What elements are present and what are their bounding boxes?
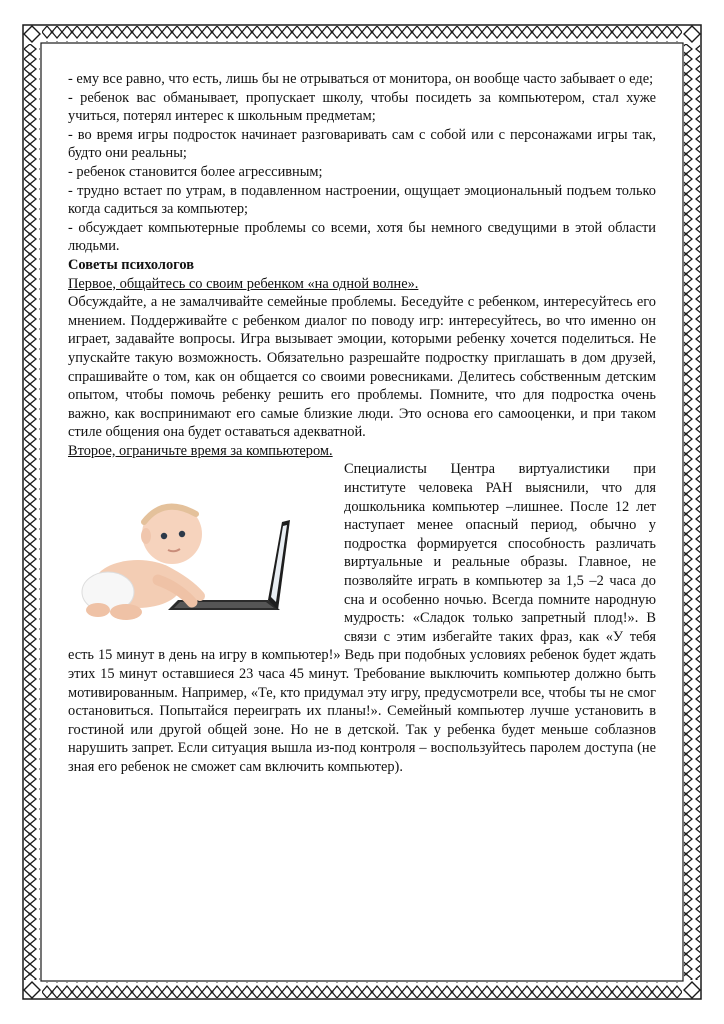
list-item: - ребенок становится более агрессивным;	[68, 163, 323, 180]
baby-laptop-image	[68, 462, 330, 644]
second-advice-text: Специалисты Центра виртуалистики при институте человека РАН выяснили, что для дошкольника компьютер –лишнее. После 12 лет наступает менее опасный период, обычно у подростка формируется способность различать виртуальные и реальные образы. Главное, не позволяйте играть в компьютер за 1,5 –2 часа до сна и особенно ночью. Всегда помните народную мудрость: «Сладок только запретный плод!». В связи с этим избегайте таких фраз, как «У тебя есть 15 минут в день на игру в компьютер!» Ведь при подобных условиях ребенок будет ждать этих 15 минут оставшиеся 23 часа 45 минут. Требование выключить компьютер должно быть мотивированным. Например, «Те, кто придумал эту игру, предусмотрели все, чтобы ты не смог остановиться. Попытайся переиграть их планы!». Семейный компьютер лучше установить в гостиной или другой общей зоне. Но не в детской. Так у ребенка будет меньше соблазнов нарушить запрет. Если ситуация вышла из-под контроля – воспользуйтесь паролем доступа (не зная его ребенок не сможет сам включить компьютер).	[68, 461, 656, 775]
list-item: - трудно встает по утрам, в подавленном настроении, ощущает эмоциональный подъем только когда садиться за компьютер;	[68, 182, 656, 218]
list-item: - ребенок вас обманывает, пропускает школу, чтобы посидеть за компьютером, стал хуже учиться, потерял интерес к школьным предметам;	[68, 89, 656, 125]
first-advice-text: Обсуждайте, а не замалчивайте семейные проблемы. Беседуйте с ребенком, интересуйтесь его мнением. Поддерживайте с ребенком диалог по поводу игр: интересуйтесь, во что именно он играет, задавайте вопросы. Игра вызывает эмоции, которыми ребенку хочется поделиться. Не упускайте такую возможность. Обязательно разрешайте подростку приглашать в дом друзей, спрашивайте о том, как он общается со своими ровесниками. Делитесь собственным детским опытом, чтобы помочь ребенку решить его проблемы. Помните, что для подростка очень важно, как воспринимают его самые близкие люди. Это основа его самооценки, и при таком стиле общения она будет оставаться адекватной.	[68, 294, 656, 441]
second-advice-heading: Второе, ограничьте время за компьютером.	[68, 442, 333, 459]
section-title: Советы психологов	[68, 256, 194, 273]
page-content	[68, 70, 656, 777]
list-item: - ему все равно, что есть, лишь бы не отрываться от монитора, он вообще часто забывает о еде;	[68, 71, 654, 87]
symptom-list	[68, 70, 656, 256]
first-advice-heading: Первое, общайтесь со своим ребенком «на одной волне».	[68, 275, 419, 292]
list-item: - обсуждает компьютерные проблемы со всеми, хотя бы немного сведущими в этой области людьми.	[68, 219, 656, 255]
list-item: - во время игры подросток начинает разговаривать сам с собой или с персонажами игры так, будто они реальны;	[68, 126, 656, 162]
